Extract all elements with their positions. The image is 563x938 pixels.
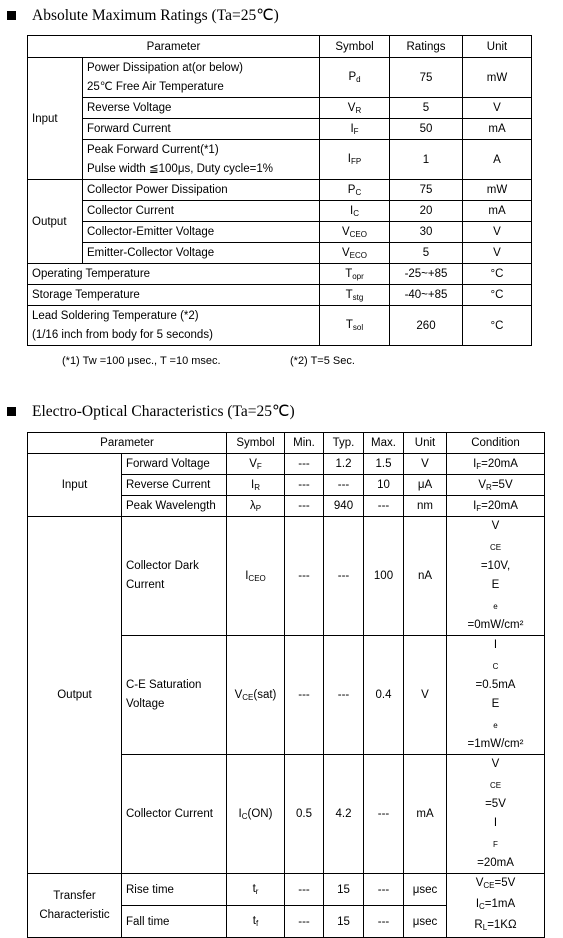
rating-cell: 20	[390, 201, 463, 222]
table-header-row	[28, 36, 532, 58]
min-cell: ---	[285, 906, 324, 938]
symbol-cell: $T_{opr}$	[320, 264, 390, 285]
rating-cell: 5	[390, 243, 463, 264]
param-cell: Collector-Emitter Voltage	[83, 222, 320, 243]
header-symbol: Symbol	[320, 36, 390, 58]
param-cell: Peak Forward Current(*1) Pulse width ≦100μs, Duty cycle=1%	[83, 140, 320, 180]
unit-cell: A	[463, 140, 532, 180]
rating-cell: -40~+85	[390, 285, 463, 306]
unit-cell: °C	[463, 285, 532, 306]
typ-cell: 4.2	[324, 755, 364, 874]
min-cell: ---	[285, 454, 324, 475]
abs-max-ratings-title: Absolute Maximum Ratings (Ta=25℃)	[0, 6, 279, 25]
symbol-cell: $t_f$	[227, 906, 285, 938]
typ-cell: ---	[324, 475, 364, 496]
max-cell: 100	[364, 517, 404, 636]
header-typ: Typ.	[324, 433, 364, 454]
unit-cell: V	[463, 243, 532, 264]
param-cell: Collector Current	[83, 201, 320, 222]
max-cell: ---	[364, 755, 404, 874]
param-cell: Lead Soldering Temperature (*2) (1/16 inch from body for 5 seconds)	[28, 306, 320, 346]
max-cell: 1.5	[364, 454, 404, 475]
table-row	[28, 222, 532, 243]
min-cell: ---	[285, 874, 324, 906]
bullet-square-icon	[7, 407, 16, 416]
max-cell: 10	[364, 475, 404, 496]
unit-cell: V	[404, 636, 447, 755]
table-row	[28, 98, 532, 119]
group-output: Output	[28, 517, 122, 874]
unit-cell: V	[463, 98, 532, 119]
param-cell: Reverse Current	[122, 475, 227, 496]
unit-cell: mA	[463, 119, 532, 140]
symbol-cell: $V_{CEO}$	[320, 222, 390, 243]
unit-cell: nA	[404, 517, 447, 636]
unit-cell: mA	[463, 201, 532, 222]
unit-cell: μA	[404, 475, 447, 496]
condition-cell: V $_{CE}$ =10V, E $_e$ =0mW/cm²	[447, 517, 545, 636]
param-cell: Collector Current	[122, 755, 227, 874]
header-unit: Unit	[404, 433, 447, 454]
condition-cell: $I_F=20mA$	[447, 496, 545, 517]
table-row	[28, 874, 545, 906]
param-cell: Fall time	[122, 906, 227, 938]
table-row	[28, 454, 545, 475]
min-cell: 0.5	[285, 755, 324, 874]
symbol-cell: $I_R$	[227, 475, 285, 496]
typ-cell: ---	[324, 517, 364, 636]
max-cell: 0.4	[364, 636, 404, 755]
param-cell: Collector Dark Current	[122, 517, 227, 636]
param-cell: Collector Power Dissipation	[83, 180, 320, 201]
group-output: Output	[28, 180, 83, 264]
symbol-cell: $I_{CEO}$	[227, 517, 285, 636]
param-cell: Storage Temperature	[28, 285, 320, 306]
symbol-cell: $P_C$	[320, 180, 390, 201]
table-row	[28, 119, 532, 140]
typ-cell: 15	[324, 906, 364, 938]
typ-cell: ---	[324, 636, 364, 755]
symbol-cell: $P_d$	[320, 58, 390, 98]
rating-cell: 1	[390, 140, 463, 180]
max-cell: ---	[364, 496, 404, 517]
table-row	[28, 180, 532, 201]
group-input: Input	[28, 58, 83, 180]
group-input: Input	[28, 454, 122, 517]
symbol-cell: $V_{CE}(sat)$	[227, 636, 285, 755]
symbol-cell: $I_{FP}$	[320, 140, 390, 180]
header-condition: Condition	[447, 433, 545, 454]
footnote-1: (*1) Tw =100 μsec., T =10 msec.	[62, 355, 221, 367]
unit-cell: μsec	[404, 874, 447, 906]
electro-optical-table	[27, 432, 545, 938]
condition-cell: $V_{CE}=5V$ $I_C=1mA$ $R_L=1K\Omega$	[447, 874, 545, 938]
rating-cell: 50	[390, 119, 463, 140]
unit-cell: °C	[463, 264, 532, 285]
header-min: Min.	[285, 433, 324, 454]
typ-cell: 15	[324, 874, 364, 906]
param-cell: Reverse Voltage	[83, 98, 320, 119]
min-cell: ---	[285, 636, 324, 755]
symbol-cell: $t_r$	[227, 874, 285, 906]
header-max: Max.	[364, 433, 404, 454]
rating-cell: 75	[390, 180, 463, 201]
param-cell: Operating Temperature	[28, 264, 320, 285]
table-row	[28, 140, 532, 180]
rating-cell: 75	[390, 58, 463, 98]
symbol-cell: $I_C$	[320, 201, 390, 222]
symbol-cell: $I_F$	[320, 119, 390, 140]
group-transfer: Transfer Characteristic	[28, 874, 122, 938]
condition-cell: $V_R=5V$	[447, 475, 545, 496]
condition-cell: I $_C$ =0.5mA E $_e$ =1mW/cm²	[447, 636, 545, 755]
unit-cell: mW	[463, 180, 532, 201]
rating-cell: 30	[390, 222, 463, 243]
max-cell: ---	[364, 906, 404, 938]
bullet-square-icon	[7, 11, 16, 20]
param-cell: C-E Saturation Voltage	[122, 636, 227, 755]
param-cell: Rise time	[122, 874, 227, 906]
typ-cell: 940	[324, 496, 364, 517]
footnote-2: (*2) T=5 Sec.	[290, 355, 355, 367]
min-cell: ---	[285, 517, 324, 636]
param-cell: Power Dissipation at(or below) 25℃ Free Air Temperature	[83, 58, 320, 98]
symbol-cell: $T_{sol}$	[320, 306, 390, 346]
table-row	[28, 306, 532, 346]
header-parameter: Parameter	[28, 36, 320, 58]
unit-cell: nm	[404, 496, 447, 517]
table-row	[28, 264, 532, 285]
unit-cell: mW	[463, 58, 532, 98]
table-header-row	[28, 433, 545, 454]
symbol-cell: $\lambda_P$	[227, 496, 285, 517]
min-cell: ---	[285, 475, 324, 496]
param-cell: Forward Voltage	[122, 454, 227, 475]
symbol-cell: $T_{stg}$	[320, 285, 390, 306]
param-cell: Forward Current	[83, 119, 320, 140]
unit-cell: °C	[463, 306, 532, 346]
symbol-cell: $V_F$	[227, 454, 285, 475]
table-row	[28, 517, 545, 636]
condition-cell: V $_{CE}$ =5V I $_F$ =20mA	[447, 755, 545, 874]
electro-optical-title: Electro-Optical Characteristics (Ta=25℃)	[0, 402, 295, 421]
unit-cell: μsec	[404, 906, 447, 938]
table-row	[28, 201, 532, 222]
table-row	[28, 243, 532, 264]
symbol-cell: $V_{ECO}$	[320, 243, 390, 264]
table-row	[28, 285, 532, 306]
rating-cell: 260	[390, 306, 463, 346]
unit-cell: mA	[404, 755, 447, 874]
abs-max-ratings-table	[27, 35, 532, 346]
param-cell: Peak Wavelength	[122, 496, 227, 517]
rating-cell: 5	[390, 98, 463, 119]
symbol-cell: $V_R$	[320, 98, 390, 119]
header-unit: Unit	[463, 36, 532, 58]
unit-cell: V	[404, 454, 447, 475]
header-ratings: Ratings	[390, 36, 463, 58]
table-row	[28, 58, 532, 98]
rating-cell: -25~+85	[390, 264, 463, 285]
param-cell: Emitter-Collector Voltage	[83, 243, 320, 264]
unit-cell: V	[463, 222, 532, 243]
condition-cell: $I_F=20mA$	[447, 454, 545, 475]
header-symbol: Symbol	[227, 433, 285, 454]
typ-cell: 1.2	[324, 454, 364, 475]
max-cell: ---	[364, 874, 404, 906]
header-parameter: Parameter	[28, 433, 227, 454]
min-cell: ---	[285, 496, 324, 517]
symbol-cell: $I_C(ON)$	[227, 755, 285, 874]
